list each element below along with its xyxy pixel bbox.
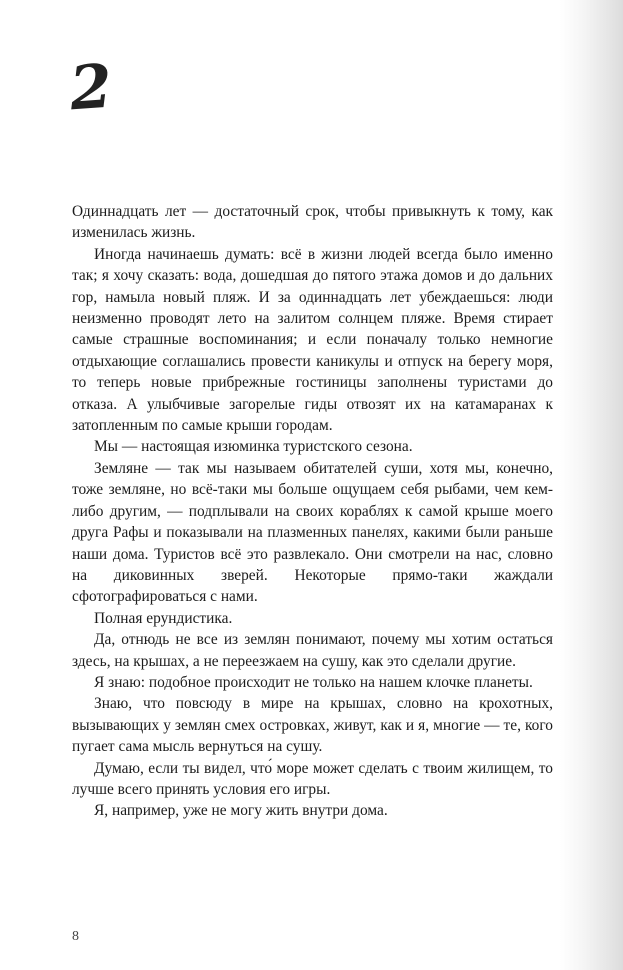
paragraph: Да, отнюдь не все из землян понимают, почему мы хотим остаться здесь, на крышах, а не переезжаем на сушу, как это сделали другие.	[72, 631, 553, 670]
paragraph: Думаю, если ты видел, что́ море может сделать с твоим жилищем, то лучше всего принять условия его игры.	[72, 759, 553, 798]
page-number: 8	[72, 929, 79, 944]
paragraph: Иногда начинаешь думать: всё в жизни людей всегда было именно так; я хочу сказать: вода, дошедшая до пятого этажа домов и до дальних гор, намыла новый пляж. И за одиннадцать лет убеждаешься: люди неизменно проводят лето на залитом солнцем пляже. Время стирает самые страшные воспоминания; и если поначалу только немногие отдыхающие соглашались провести каникулы и отпуск на берегу моря, то теперь новые прибрежные гостиницы заполнены туристами до отказа. А улыбчивые загорелые гиды отвозят их на катамаранах к затопленным по самые крыши городам.	[72, 245, 553, 435]
chapter-number: 2	[67, 51, 115, 125]
paragraph: Знаю, что повсюду в мире на крышах, словно на крохотных, вызывающих у землян смех островках, живут, как и я, многие — те, кого пугает сама мысль вернуться на сушу.	[72, 695, 553, 756]
paragraph: Мы — настоящая изюминка туристского сезона.	[94, 438, 413, 456]
paragraph: Земляне — так мы называем обитателей суши, хотя мы, конечно, тоже земляне, но всё-таки мы больше ощущаем себя рыбами, чем кем-либо другим, — подплывали на своих кораблях к самой крыше моего друга Рафы и показывали на плазменных панелях, какими были раньше наши дома. Туристов всё это развлекало. Они смотрели на нас, словно на диковинных зверей. Некоторые прямо-таки жаждали сфотографироваться с нами.	[72, 459, 553, 606]
paragraph: Я знаю: подобное происходит не только на нашем клочке планеты.	[94, 673, 533, 691]
paragraph: Я, например, уже не могу жить внутри дома.	[94, 802, 388, 820]
paragraph: Одиннадцать лет — достаточный срок, чтобы привыкнуть к тому, как изменилась жизнь.	[72, 203, 553, 242]
paragraph: Полная ерундистика.	[94, 609, 233, 627]
body-text	[72, 201, 553, 822]
